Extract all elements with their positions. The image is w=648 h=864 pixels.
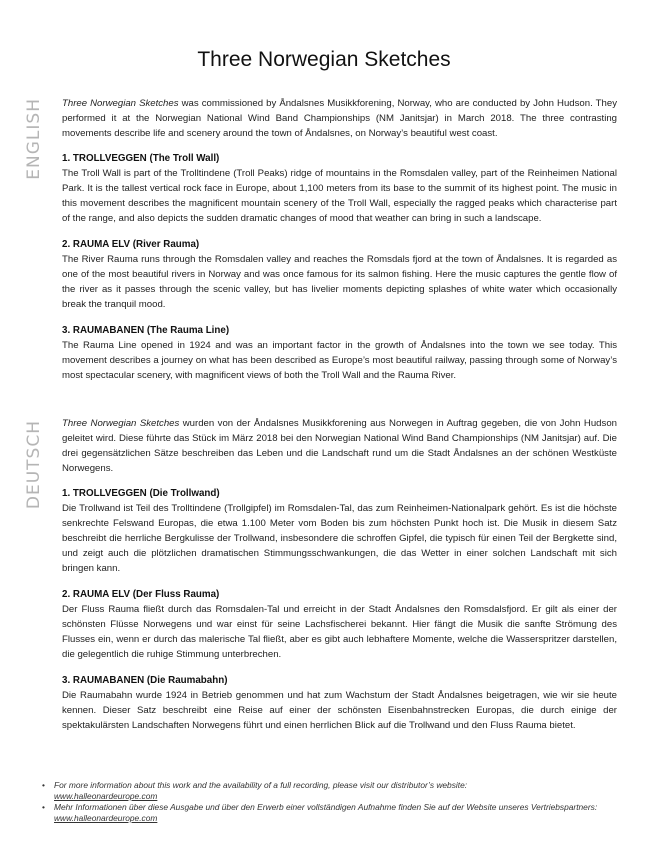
movement-text: Die Raumabahn wurde 1924 in Betrieb genommen und hat zum Wachstum der Stadt Åndalsnes beigetragen, wie wir sie heute kennen. Dieser Satz beschreibt eine Reise auf einer der schönsten Eisenbahnstrecken Europas, die durch einige der spektakulärsten Landschaften Norwegens führt und einen herrlichen Blick auf die Trollwand und den Fluss Rauma bietet.: [62, 690, 617, 731]
deutsch-movement-3: [62, 673, 617, 733]
movement-heading: 2. RAUMA ELV (Der Fluss Rauma): [62, 589, 220, 600]
movement-text: The Rauma Line opened in 1924 and was an important factor in the growth of Åndalsnes into the town we see today. This movement describes a journey on what has been described as Europe’s most beautiful railway, passing through some of Norway’s most spectacular scenery, with magnificent views of both the Troll Wall and the Rauma River.: [62, 340, 617, 381]
deutsch-movement-2: [62, 587, 617, 662]
footer-note-english: [42, 780, 602, 802]
movement-text: Der Fluss Rauma fließt durch das Romsdalen-Tal und erreicht in der Stadt Åndalsnes den Romsdalsfjord. Er gilt als einer der schönsten Flüsse Norwegens und war einst für seine Lachsfischerei bekannt. Hier fängt die Musik die sanfte Strömung des Flusses ein, wenn er durch das malerische Tal fließt, aber es gibt auch lebhaftere Momente, welche die Wasserspritzer darstellen, die gelegentlich die ruhige Stimmung unterbrechen.: [62, 604, 617, 660]
distributor-link[interactable]: www.halleonardeurope.com: [54, 791, 158, 801]
movement-text: The Troll Wall is part of the Trolltindene (Troll Peaks) ridge of mountains in the Romsdalen valley, part of the Reinheimen National Park. It is the tallest vertical rock face in Europe, about 1,100 meters from its base to the summit of its highest point. The music in this movement describes the magnificent mountain scenery of the Troll Wall, especially the ragged peaks which characterise part of the range, and also depicts the sudden dramatic changes of mood that weather can bring in such a landscape.: [62, 168, 617, 224]
page-title: Three Norwegian Sketches: [197, 48, 451, 71]
movement-text: Die Trollwand ist Teil des Trolltindene (Trollgipfel) im Romsdalen-Tal, das zum Reinheimen-Nationalpark gehört. Es ist die höchste senkrechte Felswand Europas, die etwa 1.100 Meter vom Boden bis zum höchsten Punkt hoch ist. Die Musik in diesem Satz beschreibt die herrliche Bergkulisse der Trollwand, insbesondere die schroffen Gipfel, die typisch für einen Teil der Bergkette sind, und zeigt auch die plötzlichen dramatischen Stimmungsschwankungen, die das Wetter in einer solchen Landschaft mit sich bringen kann.: [62, 503, 617, 574]
english-section: [62, 96, 617, 394]
footer-note-deutsch: [42, 802, 602, 824]
language-label-english: ENGLISH: [24, 98, 44, 180]
english-intro: [62, 96, 617, 141]
distributor-link[interactable]: www.halleonardeurope.com: [54, 813, 158, 823]
english-movement-1: [62, 151, 617, 226]
english-movement-3: [62, 323, 617, 383]
deutsch-intro-text: wurden von der Åndalsnes Musikkforening aus Norwegen in Auftrag gegeben, die von John Hudson geleitet wird. Diese führte das Stück im März 2018 bei den Norwegian National Wind Band Championships (NM Janitsjar) auf. Die drei gegensätzlichen Sätze beschreiben das Leben und die Landschaft rund um die Stadt Åndalsnes an der schönen Westküste Norwegens.: [62, 418, 617, 474]
bullet-icon: •: [42, 780, 45, 790]
movement-text: The River Rauma runs through the Romsdalen valley and reaches the Romsdals fjord at the town of Åndalsnes. It is regarded as one of the most beautiful rivers in Norway and was once famous for its salmon fishing. Here the music captures the gentle flow of the river as it passes through the scenic valley, but has livelier moments depicting splashes of white water which occasionally break the tranquil mood.: [62, 254, 617, 310]
deutsch-movement-1: [62, 486, 617, 576]
deutsch-section: [62, 416, 617, 744]
footer-note-text: For more information about this work and the availability of a full recording, please visit our distributor’s website:: [54, 780, 468, 790]
language-label-deutsch: DEUTSCH: [24, 420, 44, 510]
movement-heading: 2. RAUMA ELV (River Rauma): [62, 239, 200, 250]
footer-note-text: Mehr Informationen über diese Ausgabe und über den Erwerb einer vollständigen Aufnahme finden Sie auf der Website unseres Vertriebspartners:: [54, 802, 598, 812]
movement-heading: 1. TROLLVEGGEN (Die Trollwand): [62, 488, 220, 499]
movement-heading: 3. RAUMABANEN (The Rauma Line): [62, 325, 230, 336]
work-title-italic: Three Norwegian Sketches: [62, 98, 179, 109]
english-movement-2: [62, 237, 617, 312]
bullet-icon: •: [42, 802, 45, 812]
work-title-italic: Three Norwegian Sketches: [62, 418, 180, 429]
movement-heading: 3. RAUMABANEN (Die Raumabahn): [62, 675, 228, 686]
english-intro-text: was commissioned by Åndalsnes Musikkforening, Norway, who are conducted by John Hudson. They performed it at the Norwegian National Wind Band Championships (NM Janitsjar) in March 2018. The three contrasting movements describe life and scenery around the town of Åndalsnes, on Norway’s beautiful west coast.: [62, 98, 617, 139]
deutsch-intro: [62, 416, 617, 476]
footer-notes: [42, 780, 602, 824]
movement-heading: 1. TROLLVEGGEN (The Troll Wall): [62, 153, 220, 164]
